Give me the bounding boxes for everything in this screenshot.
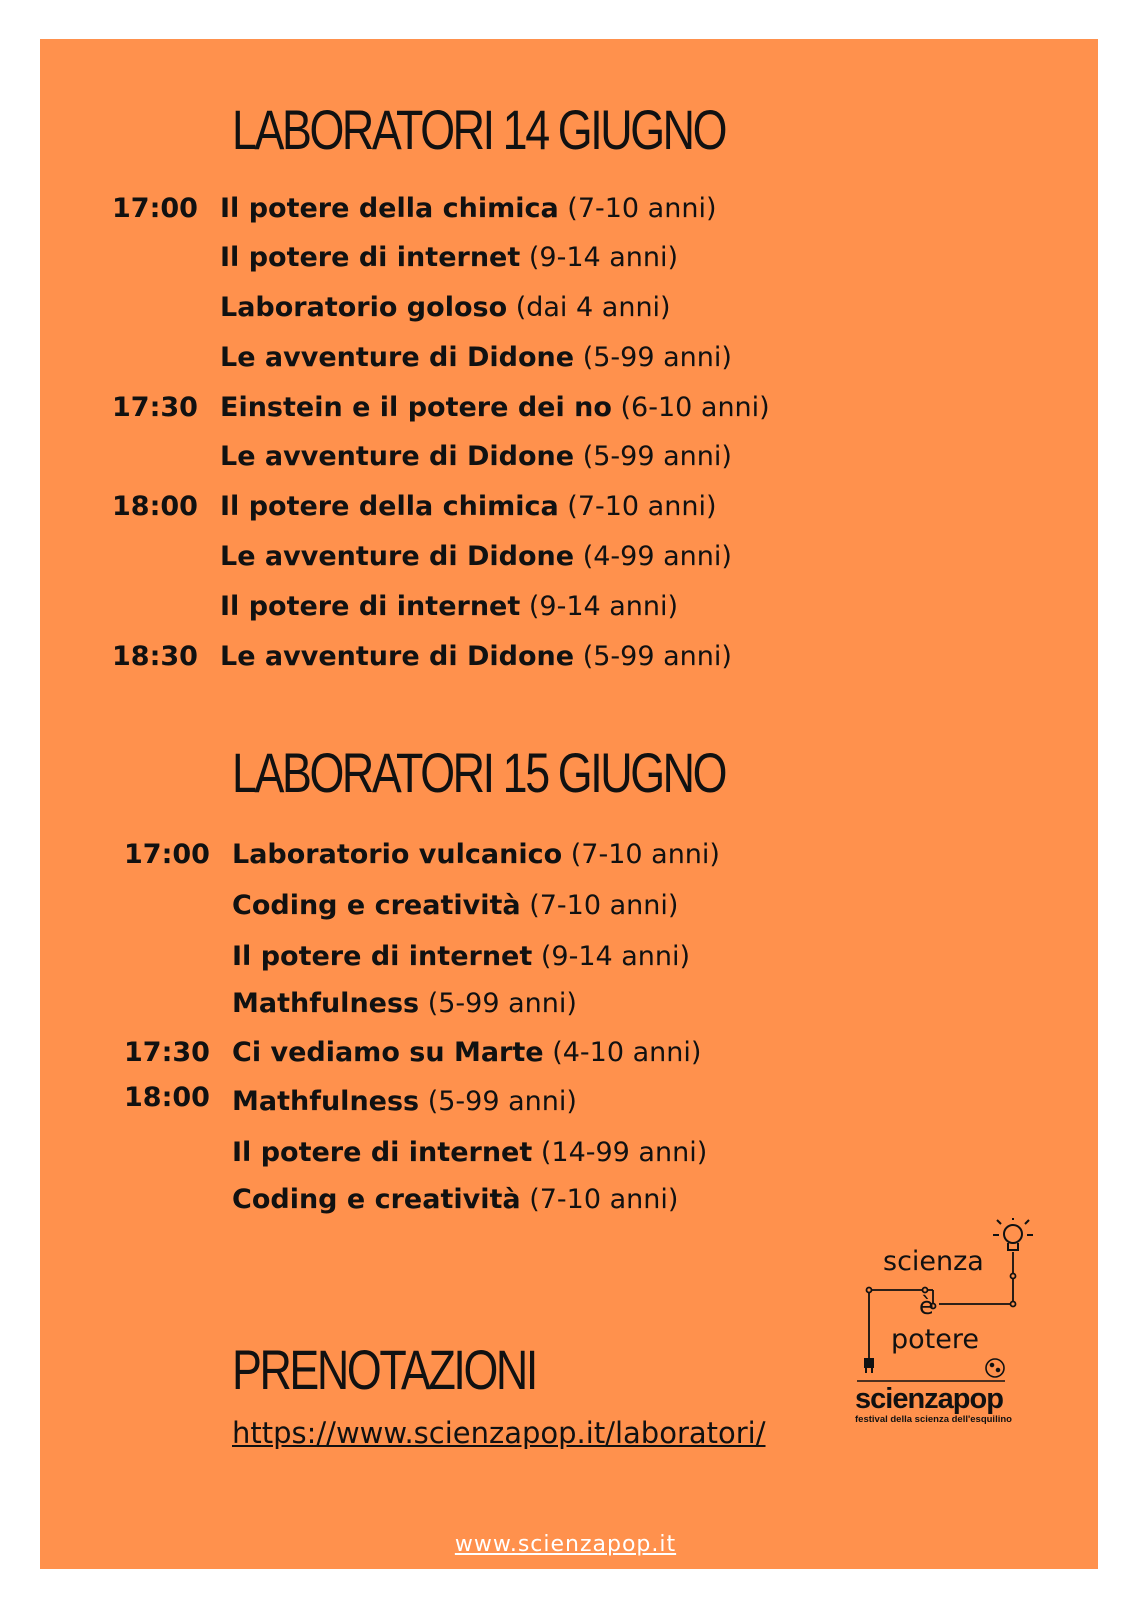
logo-line-potere: potere xyxy=(891,1324,979,1355)
workshop-title: Einstein e il potere dei no xyxy=(220,392,612,423)
time-label: 17:30 xyxy=(124,1037,210,1068)
age-range: (5-99 anni) xyxy=(427,988,577,1019)
age-range: (9-14 anni) xyxy=(528,242,679,273)
lightbulb-icon xyxy=(993,1218,1033,1250)
age-range: (9-14 anni) xyxy=(528,591,679,622)
age-range: (5-99 anni) xyxy=(427,1086,577,1117)
logo-line-scienza: scienza xyxy=(883,1246,984,1277)
plug-icon xyxy=(864,1358,874,1373)
workshop-title: Mathfulness xyxy=(232,1086,420,1117)
workshop-title: Laboratorio goloso xyxy=(220,292,508,323)
age-range: (7-10 anni) xyxy=(570,839,720,870)
age-range: (7-10 anni) xyxy=(529,1184,679,1215)
workshop-title: Il potere di internet xyxy=(220,591,521,622)
workshop-title: Coding e creatività xyxy=(232,1184,521,1215)
age-range: (5-99 anni) xyxy=(582,342,732,373)
footer-link[interactable]: www.scienzapop.it xyxy=(454,1532,677,1557)
workshop-title: Le avventure di Didone xyxy=(220,441,575,472)
workshop-title: Le avventure di Didone xyxy=(220,342,575,373)
logo-brand: scienzapop xyxy=(855,1383,1003,1415)
age-range: (dai 4 anni) xyxy=(515,292,671,323)
workshop-title: Le avventure di Didone xyxy=(220,641,575,672)
age-range: (9-14 anni) xyxy=(540,941,691,972)
age-range: (4-99 anni) xyxy=(582,541,732,572)
workshop-title: Il potere della chimica xyxy=(220,193,559,224)
time-label: 18:00 xyxy=(112,491,198,522)
age-range: (4-10 anni) xyxy=(552,1037,702,1068)
age-range: (5-99 anni) xyxy=(582,441,732,472)
workshop-title: Il potere della chimica xyxy=(220,491,559,522)
logo-line-e: è xyxy=(919,1292,934,1320)
workshop-title: Le avventure di Didone xyxy=(220,541,575,572)
workshop-title: Il potere di internet xyxy=(232,1137,533,1168)
workshop-title: Mathfulness xyxy=(232,988,420,1019)
logo-tagline: festival della scienza dell'esquilino xyxy=(855,1414,1012,1425)
age-range: (6-10 anni) xyxy=(620,392,770,423)
workshop-title: Ci vediamo su Marte xyxy=(232,1037,544,1068)
scienzapop-logo xyxy=(855,1218,1055,1458)
time-label: 17:00 xyxy=(112,193,198,224)
time-label: 17:00 xyxy=(124,839,210,870)
booking-link[interactable]: https://www.scienzapop.it/laboratori/ xyxy=(232,1416,766,1450)
workshop-title: Laboratorio vulcanico xyxy=(232,839,563,870)
age-range: (7-10 anni) xyxy=(567,491,717,522)
workshop-title: Coding e creatività xyxy=(232,890,521,921)
age-range: (7-10 anni) xyxy=(529,890,679,921)
workshop-title: Il potere di internet xyxy=(220,242,521,273)
heading-day-15: LABORATORI 15 GIUGNO xyxy=(232,741,726,804)
workshop-title: Il potere di internet xyxy=(232,941,533,972)
heading-day-14: LABORATORI 14 GIUGNO xyxy=(232,98,726,161)
heading-booking: PRENOTAZIONI xyxy=(232,1338,536,1401)
age-range: (7-10 anni) xyxy=(567,193,717,224)
age-range: (5-99 anni) xyxy=(582,641,732,672)
time-label: 17:30 xyxy=(112,392,198,423)
time-label: 18:00 xyxy=(124,1082,210,1113)
time-label: 18:30 xyxy=(112,641,198,672)
cookie-icon xyxy=(986,1359,1004,1377)
age-range: (14-99 anni) xyxy=(540,1137,708,1168)
